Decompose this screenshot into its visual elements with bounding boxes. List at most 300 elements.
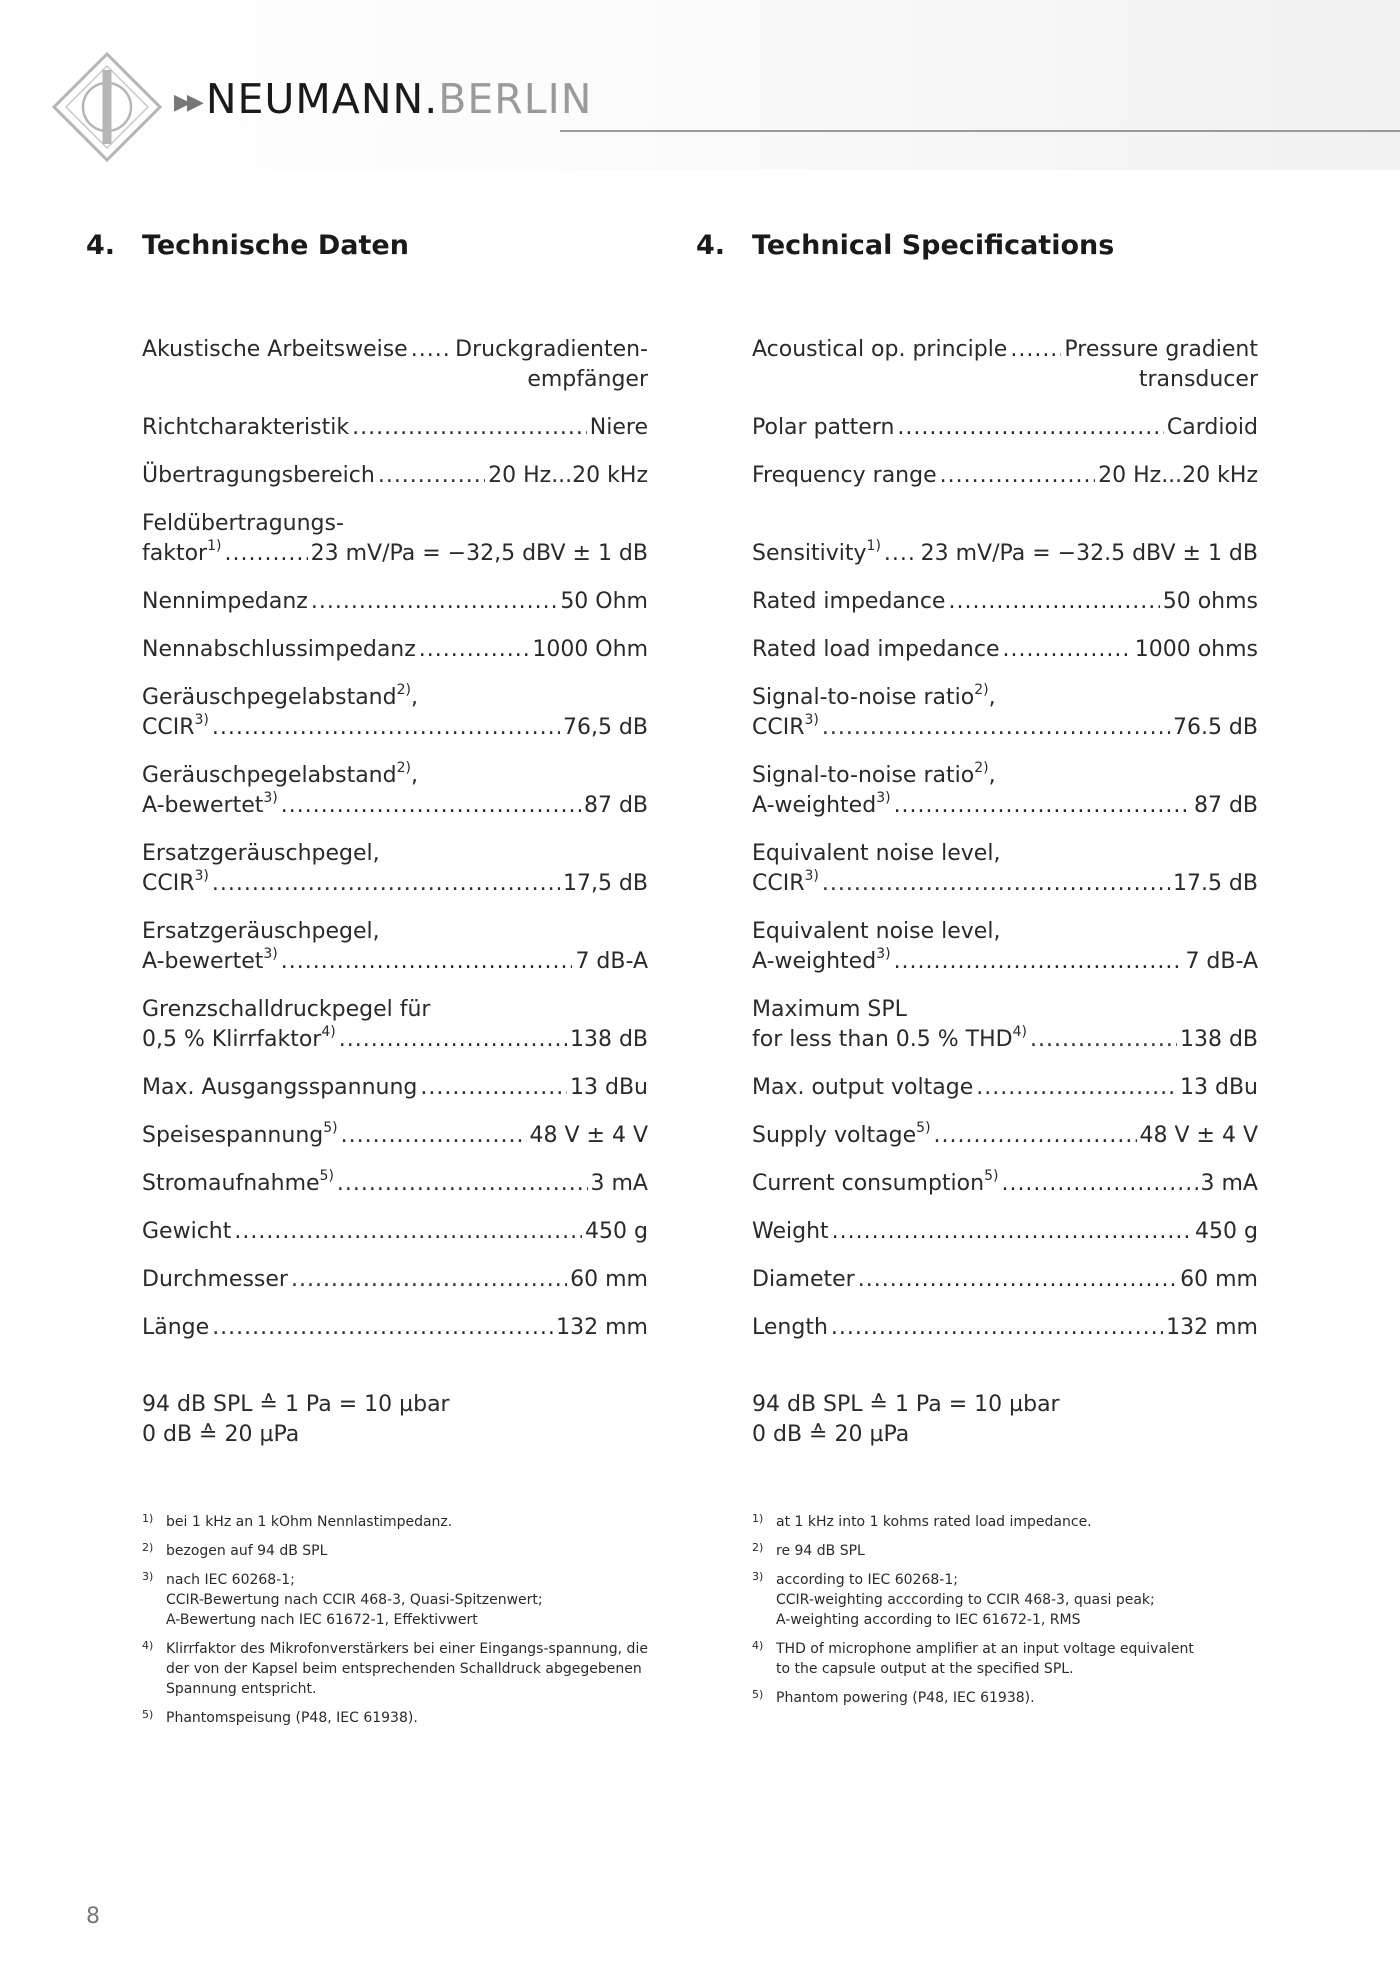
footnote-ref: 4) bbox=[321, 1023, 336, 1040]
spec-label bbox=[752, 1265, 855, 1295]
footnote-text: nach IEC 60268-1; CCIR-Bewertung nach CCIR 468-3, Quasi-Spitzenwert; A-Bewertung nach IEC 61672-1, Effektivwert bbox=[166, 1572, 543, 1628]
spec-item bbox=[142, 917, 648, 977]
spec-value: 87 dB bbox=[1193, 793, 1258, 818]
footnote-ref: 4) bbox=[1012, 1023, 1027, 1040]
footnote-text: Klirrfaktor des Mikrofonverstärkers bei einer Eingangs-spannung, die der von der Kapsel beim entsprechenden Schalldruck abgegebenen Spannung entspricht. bbox=[166, 1641, 648, 1697]
footnote-text: at 1 kHz into 1 kohms rated load impedance. bbox=[776, 1514, 1092, 1530]
footnote-ref: 3) bbox=[263, 789, 278, 806]
spec-label-punct: , bbox=[988, 685, 996, 710]
footnote-text: Phantomspeisung (P48, IEC 61938). bbox=[166, 1710, 418, 1726]
spec-row bbox=[142, 635, 648, 665]
spec-label-punct: , bbox=[410, 685, 418, 710]
spec-label bbox=[752, 1025, 1027, 1055]
spec-label bbox=[752, 1313, 828, 1343]
dot-leader bbox=[894, 947, 1183, 977]
spec-label-part: Feldübertragungs- bbox=[142, 511, 344, 536]
dot-leader bbox=[948, 587, 1159, 617]
spec-item bbox=[752, 413, 1258, 443]
spec-item bbox=[142, 995, 648, 1055]
dot-leader bbox=[897, 413, 1163, 443]
spec-label-part: Ersatzgeräuschpegel, bbox=[142, 841, 380, 866]
spec-label-line bbox=[142, 995, 648, 1025]
footnote-mark: 1) bbox=[752, 1512, 764, 1525]
spec-label-line bbox=[142, 509, 648, 539]
footnote bbox=[142, 1639, 648, 1699]
footnote bbox=[752, 1688, 1258, 1708]
dot-leader bbox=[858, 1265, 1177, 1295]
footnote bbox=[752, 1512, 1258, 1532]
dot-leader bbox=[311, 587, 557, 617]
spec-value: 17,5 dB bbox=[562, 871, 648, 896]
spec-item bbox=[142, 587, 648, 617]
spec-item bbox=[142, 1313, 648, 1343]
spec-item bbox=[752, 683, 1258, 743]
spec-label bbox=[142, 335, 408, 365]
spec-item bbox=[142, 413, 648, 443]
footnote-text: THD of microphone amplifier at an input voltage equivalent to the capsule output at the specified SPL. bbox=[776, 1641, 1194, 1677]
spec-label-punct: , bbox=[410, 763, 418, 788]
spec-label bbox=[142, 1025, 336, 1055]
footnote-ref: 2) bbox=[396, 759, 411, 776]
footnote bbox=[142, 1708, 648, 1728]
spec-item bbox=[142, 839, 648, 899]
spec-label bbox=[752, 335, 1007, 365]
double-arrow-icon: ▶▶ bbox=[174, 89, 200, 115]
spec-label-part: Ersatzgeräuschpegel, bbox=[142, 919, 380, 944]
spec-row bbox=[752, 413, 1258, 443]
spec-row bbox=[142, 539, 648, 569]
spec-label-text: CCIR bbox=[752, 871, 805, 896]
spec-label-text: Rated load impedance bbox=[752, 637, 1000, 662]
spec-value: 87 dB bbox=[583, 793, 648, 818]
dot-leader bbox=[337, 1169, 588, 1199]
dot-leader bbox=[934, 1121, 1137, 1151]
spec-item bbox=[752, 839, 1258, 899]
footnote-mark: 2) bbox=[752, 1541, 764, 1554]
footnote-ref: 2) bbox=[396, 681, 411, 698]
spec-row bbox=[142, 713, 648, 743]
footnote-mark: 3) bbox=[142, 1570, 154, 1583]
section-number: 4. bbox=[696, 230, 726, 261]
english-column bbox=[696, 230, 1296, 1706]
footnote-ref: 3) bbox=[194, 867, 209, 884]
spec-row bbox=[142, 791, 648, 821]
dot-leader bbox=[378, 461, 485, 491]
section-title-german bbox=[86, 230, 686, 270]
dot-leader bbox=[1002, 635, 1131, 665]
dot-leader bbox=[832, 1217, 1192, 1247]
spec-label-text: 0,5 % Klirrfaktor bbox=[142, 1027, 322, 1052]
footnote-ref: 1) bbox=[866, 537, 881, 554]
footnote-mark: 2) bbox=[142, 1541, 154, 1554]
spec-row bbox=[752, 947, 1258, 977]
spec-value: 23 mV/Pa = −32.5 dBV ± 1 dB bbox=[920, 541, 1258, 566]
spec-value: 17.5 dB bbox=[1172, 871, 1258, 896]
dot-leader bbox=[1030, 1025, 1177, 1055]
spec-label bbox=[752, 1121, 931, 1151]
spec-value: Niere bbox=[589, 415, 648, 440]
spec-label bbox=[142, 791, 278, 821]
spec-value: 3 mA bbox=[590, 1171, 648, 1196]
spec-label-text: Gewicht bbox=[142, 1219, 232, 1244]
footnote-mark: 4) bbox=[142, 1639, 154, 1652]
spec-row bbox=[752, 1121, 1258, 1151]
section-heading: Technische Daten bbox=[142, 230, 409, 261]
spec-item bbox=[752, 1121, 1258, 1151]
section-title-english bbox=[696, 230, 1296, 270]
spec-label bbox=[752, 413, 894, 443]
spec-value: Cardioid bbox=[1166, 415, 1258, 440]
spec-row bbox=[752, 587, 1258, 617]
spec-label bbox=[142, 461, 375, 491]
footnote-ref: 2) bbox=[974, 759, 989, 776]
spec-label-text: Speisespannung bbox=[142, 1123, 324, 1148]
spec-label-text: A-weighted bbox=[752, 949, 877, 974]
section-number: 4. bbox=[86, 230, 116, 261]
footnote bbox=[142, 1541, 648, 1561]
spec-item bbox=[752, 761, 1258, 821]
spec-value: 1000 Ohm bbox=[532, 637, 648, 662]
dot-leader bbox=[831, 1313, 1163, 1343]
spec-row bbox=[752, 791, 1258, 821]
footnote-ref: 5) bbox=[984, 1167, 999, 1184]
spec-value-continued: transducer bbox=[1138, 367, 1258, 392]
spec-value: 13 dBu bbox=[1180, 1075, 1258, 1100]
spec-row bbox=[752, 1073, 1258, 1103]
spec-value: 138 dB bbox=[569, 1027, 648, 1052]
spec-label bbox=[142, 1265, 288, 1295]
spec-label bbox=[752, 1217, 829, 1247]
spec-row bbox=[752, 335, 1258, 365]
neumann-logo bbox=[52, 52, 162, 162]
spec-row bbox=[142, 1169, 648, 1199]
dot-leader bbox=[1001, 1169, 1197, 1199]
spec-label-line bbox=[142, 683, 648, 713]
spec-row bbox=[752, 869, 1258, 899]
footnote-ref: 5) bbox=[319, 1167, 334, 1184]
spec-label-text: Übertragungsbereich bbox=[142, 463, 375, 488]
spec-label bbox=[142, 413, 349, 443]
spec-label-part: Equivalent noise level, bbox=[752, 919, 1001, 944]
spec-row bbox=[752, 1265, 1258, 1295]
spec-label bbox=[752, 539, 881, 569]
footnote-ref: 3) bbox=[804, 867, 819, 884]
spec-value: 48 V ± 4 V bbox=[1139, 1123, 1258, 1148]
spec-label-text: Current consumption bbox=[752, 1171, 985, 1196]
unit-note: 94 dB SPL ≙ 1 Pa = 10 µbar bbox=[142, 1392, 450, 1417]
spec-row bbox=[142, 1265, 648, 1295]
spec-item bbox=[142, 1121, 648, 1151]
unit-note: 0 dB ≙ 20 µPa bbox=[752, 1422, 910, 1447]
spec-item bbox=[142, 1217, 648, 1247]
page-header bbox=[0, 0, 1400, 170]
spec-list bbox=[142, 335, 648, 1361]
spec-value-continued: empfänger bbox=[527, 367, 648, 392]
spec-item bbox=[752, 335, 1258, 395]
spec-item bbox=[752, 1217, 1258, 1247]
footnote-ref: 5) bbox=[323, 1119, 338, 1136]
spec-label bbox=[142, 1313, 209, 1343]
spec-label-text: Sensitivity bbox=[752, 541, 867, 566]
spec-label-text: Nennimpedanz bbox=[142, 589, 308, 614]
dot-leader bbox=[352, 413, 587, 443]
footnote-mark: 5) bbox=[142, 1708, 154, 1721]
spec-value: 50 Ohm bbox=[560, 589, 648, 614]
spec-label-line bbox=[142, 839, 648, 869]
spec-label-text: faktor bbox=[142, 541, 208, 566]
german-column bbox=[86, 230, 686, 1726]
spec-label-line bbox=[752, 509, 1258, 539]
dot-leader bbox=[341, 1121, 527, 1151]
spec-row bbox=[752, 461, 1258, 491]
footnote-ref: 3) bbox=[804, 711, 819, 728]
spec-label-line bbox=[752, 839, 1258, 869]
spec-label-text: CCIR bbox=[142, 715, 195, 740]
spec-label bbox=[752, 461, 937, 491]
spec-value: 132 mm bbox=[556, 1315, 648, 1340]
spec-value: 132 mm bbox=[1166, 1315, 1258, 1340]
spec-label-line bbox=[142, 917, 648, 947]
dot-leader bbox=[281, 791, 581, 821]
brand-name: NEUMANN. bbox=[205, 75, 439, 123]
spec-value: 3 mA bbox=[1200, 1171, 1258, 1196]
unit-notes bbox=[142, 1390, 648, 1450]
spec-label bbox=[752, 947, 891, 977]
footnote-ref: 5) bbox=[916, 1119, 931, 1136]
spec-row bbox=[142, 335, 648, 365]
spec-item bbox=[752, 1265, 1258, 1295]
spec-label-text: Max. output voltage bbox=[752, 1075, 974, 1100]
dot-leader bbox=[224, 539, 307, 569]
spec-row bbox=[142, 461, 648, 491]
spec-label bbox=[752, 713, 819, 743]
spec-row bbox=[142, 869, 648, 899]
spec-label-text: Durchmesser bbox=[142, 1267, 288, 1292]
spec-value: 48 V ± 4 V bbox=[529, 1123, 648, 1148]
spec-label-line bbox=[752, 995, 1258, 1025]
spec-row bbox=[142, 587, 648, 617]
spec-value: 13 dBu bbox=[570, 1075, 648, 1100]
spec-label-text: Supply voltage bbox=[752, 1123, 917, 1148]
spec-value: 20 Hz...20 kHz bbox=[488, 463, 648, 488]
spec-label bbox=[142, 713, 209, 743]
footnote-text: Phantom powering (P48, IEC 61938). bbox=[776, 1690, 1035, 1706]
footnotes bbox=[142, 1512, 648, 1737]
dot-leader bbox=[976, 1073, 1177, 1103]
unit-notes bbox=[752, 1390, 1258, 1450]
spec-label-text: A-bewertet bbox=[142, 949, 264, 974]
footnote-text: bezogen auf 94 dB SPL bbox=[166, 1543, 328, 1559]
dot-leader bbox=[212, 713, 560, 743]
spec-label bbox=[142, 587, 308, 617]
spec-label-text: Frequency range bbox=[752, 463, 937, 488]
spec-value: 450 g bbox=[1195, 1219, 1258, 1244]
spec-label-text: Polar pattern bbox=[752, 415, 895, 440]
spec-value: 1000 ohms bbox=[1134, 637, 1258, 662]
spec-row bbox=[142, 947, 648, 977]
spec-label bbox=[142, 947, 278, 977]
spec-item bbox=[752, 1169, 1258, 1199]
spec-label-text: Nennabschlussimpedanz bbox=[142, 637, 416, 662]
spec-label-text: CCIR bbox=[752, 715, 805, 740]
section-heading: Technical Specifications bbox=[752, 230, 1115, 261]
spec-label-text: Length bbox=[752, 1315, 828, 1340]
spec-label-part: Equivalent noise level, bbox=[752, 841, 1001, 866]
footnote-ref: 2) bbox=[974, 681, 989, 698]
spec-value: 60 mm bbox=[570, 1267, 648, 1292]
spec-label bbox=[752, 1169, 998, 1199]
spec-value: 50 ohms bbox=[1162, 589, 1258, 614]
spec-label-part: Signal-to-noise ratio bbox=[752, 685, 975, 710]
unit-note: 0 dB ≙ 20 µPa bbox=[142, 1422, 300, 1447]
dot-leader bbox=[234, 1217, 582, 1247]
spec-label-text: Acoustical op. principle bbox=[752, 337, 1008, 362]
spec-label bbox=[142, 635, 416, 665]
spec-label-text: Rated impedance bbox=[752, 589, 946, 614]
spec-row bbox=[752, 1025, 1258, 1055]
spec-item bbox=[752, 1313, 1258, 1343]
dot-leader bbox=[940, 461, 1095, 491]
spec-item bbox=[142, 683, 648, 743]
spec-label bbox=[752, 869, 819, 899]
spec-row bbox=[752, 1217, 1258, 1247]
dot-leader bbox=[822, 713, 1170, 743]
spec-row bbox=[752, 1169, 1258, 1199]
spec-row bbox=[142, 1217, 648, 1247]
dot-leader bbox=[822, 869, 1170, 899]
spec-value: 7 dB-A bbox=[575, 949, 648, 974]
spec-item bbox=[142, 509, 648, 569]
spec-row bbox=[752, 1313, 1258, 1343]
spec-row bbox=[142, 1073, 648, 1103]
footnote-mark: 1) bbox=[142, 1512, 154, 1525]
spec-item bbox=[142, 1073, 648, 1103]
footnote-text: according to IEC 60268-1; CCIR-weighting acccording to CCIR 468-3, quasi peak; A-weighting according to IEC 61672-1, RMS bbox=[776, 1572, 1155, 1628]
dot-leader bbox=[212, 1313, 553, 1343]
spec-label-part: Geräuschpegelabstand bbox=[142, 685, 397, 710]
spec-item bbox=[752, 995, 1258, 1055]
spec-item bbox=[142, 635, 648, 665]
spec-label-part: Signal-to-noise ratio bbox=[752, 763, 975, 788]
footnote bbox=[752, 1541, 1258, 1561]
spec-value: 23 mV/Pa = −32,5 dBV ± 1 dB bbox=[310, 541, 648, 566]
footnote-mark: 5) bbox=[752, 1688, 764, 1701]
spec-value: 138 dB bbox=[1179, 1027, 1258, 1052]
spec-label-text: A-weighted bbox=[752, 793, 877, 818]
spec-item bbox=[142, 1169, 648, 1199]
header-rule bbox=[560, 130, 1400, 132]
spec-value: 76,5 dB bbox=[562, 715, 648, 740]
spec-row bbox=[142, 413, 648, 443]
spec-item bbox=[752, 917, 1258, 977]
spec-label bbox=[142, 1121, 338, 1151]
spec-label-line bbox=[752, 683, 1258, 713]
dot-leader bbox=[894, 791, 1191, 821]
footnote-text: bei 1 kHz an 1 kOhm Nennlastimpedanz. bbox=[166, 1514, 453, 1530]
spec-label-text: Richtcharakteristik bbox=[142, 415, 350, 440]
spec-item bbox=[142, 461, 648, 491]
brand-wordmark bbox=[174, 75, 592, 123]
dot-leader bbox=[281, 947, 573, 977]
footnote-text: re 94 dB SPL bbox=[776, 1543, 865, 1559]
spec-label bbox=[752, 587, 945, 617]
spec-value: Druckgradienten- bbox=[455, 337, 648, 362]
spec-label-line bbox=[142, 761, 648, 791]
footnote-ref: 3) bbox=[876, 789, 891, 806]
brand-city: BERLIN bbox=[438, 75, 593, 123]
spec-label bbox=[142, 1073, 417, 1103]
spec-row bbox=[142, 1313, 648, 1343]
spec-label-part: Grenzschalldruckpegel für bbox=[142, 997, 431, 1022]
footnote-ref: 3) bbox=[263, 945, 278, 962]
spec-item bbox=[752, 461, 1258, 491]
footnote-mark: 4) bbox=[752, 1639, 764, 1652]
spec-row bbox=[752, 713, 1258, 743]
spec-item bbox=[752, 1073, 1258, 1103]
spec-label-text: Diameter bbox=[752, 1267, 855, 1292]
footnote bbox=[142, 1570, 648, 1630]
dot-leader bbox=[212, 869, 560, 899]
footnote-ref: 3) bbox=[194, 711, 209, 728]
spec-list bbox=[752, 335, 1258, 1361]
spec-label-text: Länge bbox=[142, 1315, 210, 1340]
spec-label bbox=[142, 869, 209, 899]
footnote-mark: 3) bbox=[752, 1570, 764, 1583]
spec-label-line bbox=[752, 917, 1258, 947]
spec-label bbox=[752, 1073, 973, 1103]
dot-leader bbox=[291, 1265, 567, 1295]
spec-row bbox=[142, 1025, 648, 1055]
spec-label-text: Akustische Arbeitsweise bbox=[142, 337, 408, 362]
spec-value: 20 Hz...20 kHz bbox=[1098, 463, 1258, 488]
spec-row bbox=[752, 635, 1258, 665]
dot-leader bbox=[420, 1073, 567, 1103]
spec-label bbox=[142, 1169, 334, 1199]
spec-label-part: Maximum SPL bbox=[752, 997, 907, 1022]
spec-label-text: Max. Ausgangsspannung bbox=[142, 1075, 418, 1100]
spec-label-line bbox=[752, 761, 1258, 791]
spec-item bbox=[142, 761, 648, 821]
spec-value: 76.5 dB bbox=[1172, 715, 1258, 740]
spec-value: 60 mm bbox=[1180, 1267, 1258, 1292]
footnote bbox=[142, 1512, 648, 1532]
dot-leader bbox=[419, 635, 530, 665]
page-number: 8 bbox=[86, 1904, 100, 1929]
spec-row bbox=[142, 1121, 648, 1151]
spec-label-punct: , bbox=[988, 763, 996, 788]
spec-label-text: Stromaufnahme bbox=[142, 1171, 320, 1196]
footnotes bbox=[752, 1512, 1258, 1717]
spec-value: 450 g bbox=[585, 1219, 648, 1244]
spec-label-text: A-bewertet bbox=[142, 793, 264, 818]
spec-value: 7 dB-A bbox=[1185, 949, 1258, 974]
footnote bbox=[752, 1570, 1258, 1630]
spec-label bbox=[752, 635, 999, 665]
dot-leader bbox=[411, 335, 452, 365]
spec-label-text: Weight bbox=[752, 1219, 829, 1244]
spec-label bbox=[142, 539, 221, 569]
unit-note: 94 dB SPL ≙ 1 Pa = 10 µbar bbox=[752, 1392, 1060, 1417]
spec-label bbox=[142, 1217, 231, 1247]
spec-value: Pressure gradient bbox=[1064, 337, 1258, 362]
dot-leader bbox=[884, 539, 918, 569]
spec-item bbox=[752, 635, 1258, 665]
footnote-ref: 1) bbox=[207, 537, 222, 554]
footnote-ref: 3) bbox=[876, 945, 891, 962]
spec-label-part: Geräuschpegelabstand bbox=[142, 763, 397, 788]
spec-label bbox=[752, 791, 891, 821]
footnote bbox=[752, 1639, 1258, 1679]
